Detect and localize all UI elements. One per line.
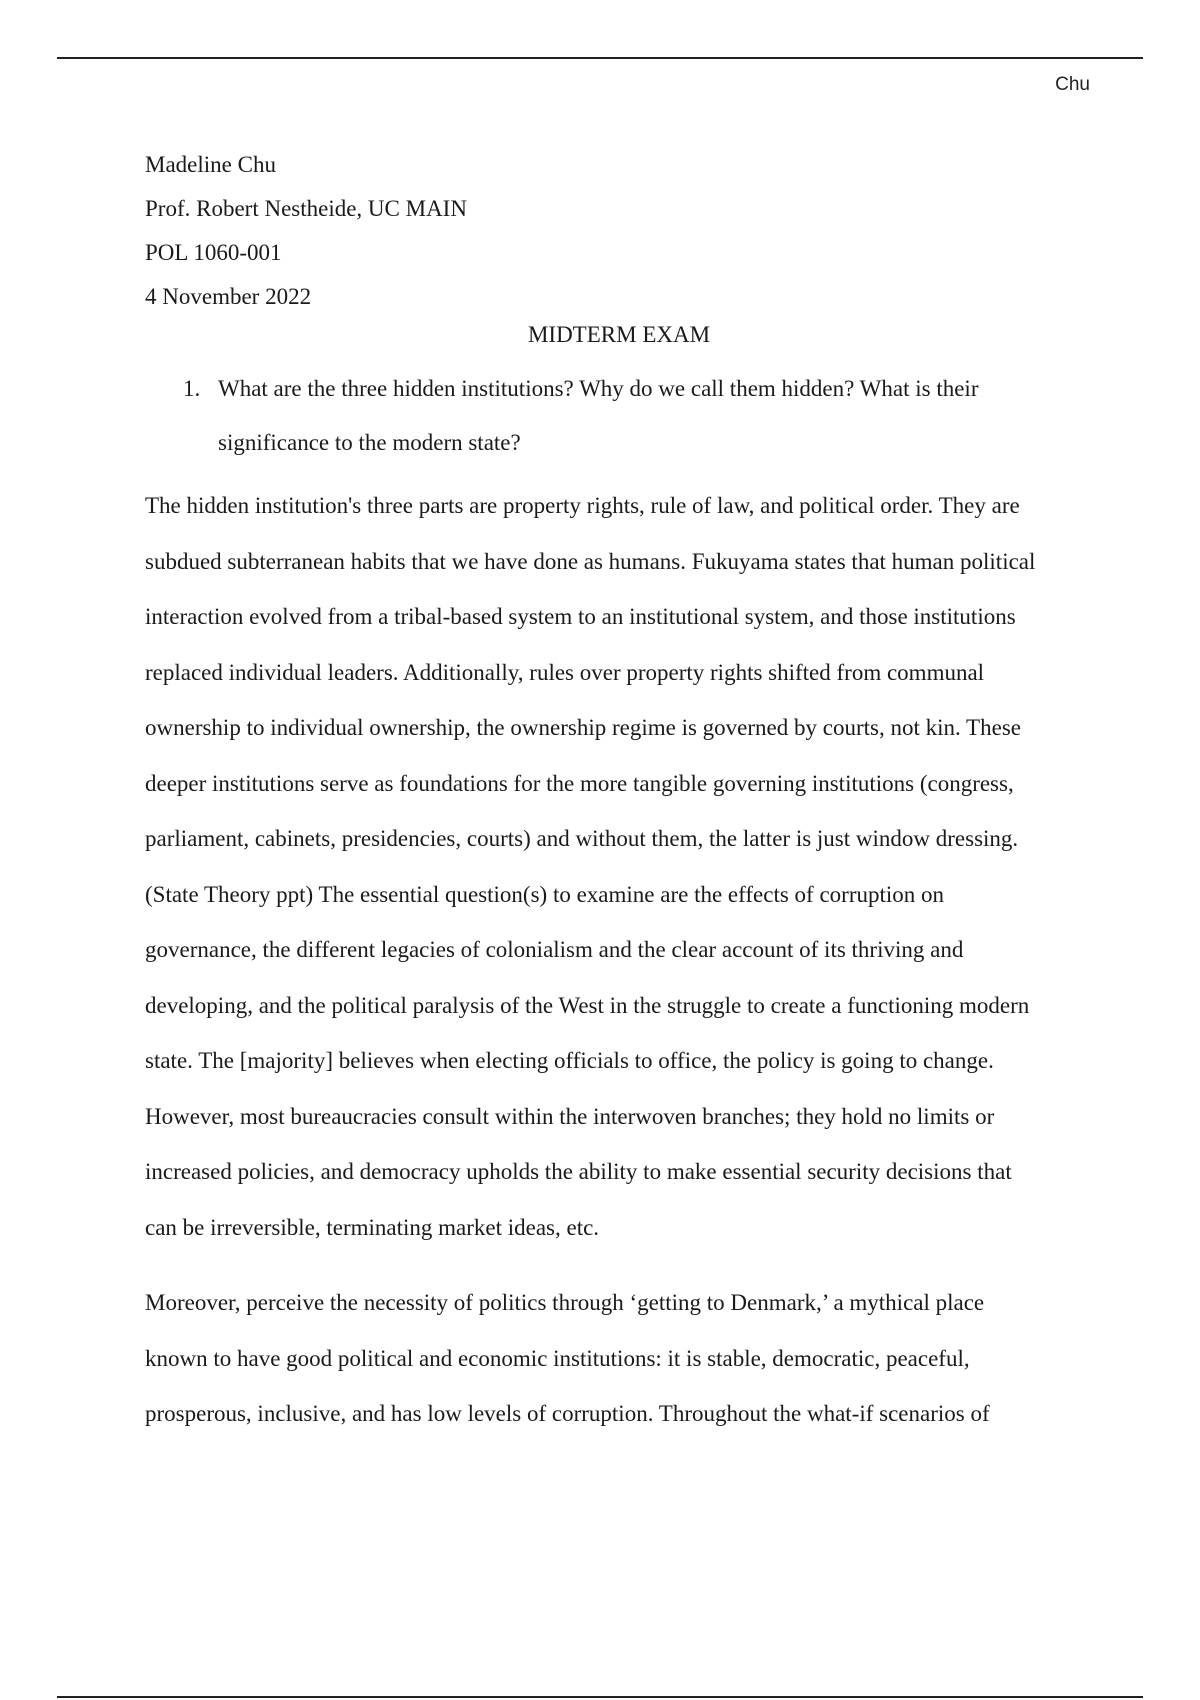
question-number: 1. [183, 376, 201, 401]
paragraph-line: replaced individual leaders. Additionally, rules over property rights shifted from communal [145, 659, 985, 685]
paragraph-line: ownership to individual ownership, the ownership regime is governed by courts, not kin. These [145, 715, 1021, 740]
student-name: Madeline Chu [145, 152, 276, 177]
paragraph-1 [145, 478, 1090, 1255]
paragraph-line: The hidden institution's three parts are property rights, rule of law, and political order. They are [145, 493, 1020, 518]
paragraph-line: parliament, cabinets, presidencies, courts) and without them, the latter is just window dressing. [145, 826, 1019, 851]
top-rule [57, 57, 1143, 59]
running-head: Chu [1055, 74, 1090, 95]
paragraph-line: increased policies, and democracy upholds the ability to make essential security decisions that [145, 1159, 1012, 1184]
professor-name: Prof. Robert Nestheide, UC MAIN [145, 196, 467, 221]
paragraph-2 [145, 1275, 1090, 1442]
course-code: POL 1060-001 [145, 240, 282, 265]
paragraph-line: interaction evolved from a tribal-based system to an institutional system, and those institutions [145, 604, 1016, 629]
paragraph-line: can be irreversible, terminating market ideas, etc. [145, 1214, 600, 1240]
date: 4 November 2022 [145, 284, 312, 309]
paragraph-line: prosperous, inclusive, and has low levels of corruption. Throughout the what-if scenarios of [145, 1401, 990, 1426]
page-title: MIDTERM EXAM [527, 322, 711, 347]
question-line: What are the three hidden institutions? Why do we call them hidden? What is their [218, 376, 979, 401]
paragraph-line: Moreover, perceive the necessity of politics through ‘getting to Denmark,’ a mythical place [145, 1290, 985, 1315]
paragraph-line: (State Theory ppt) The essential question(s) to examine are the effects of corruption on [145, 881, 945, 907]
paragraph-line: deeper institutions serve as foundations for the more tangible governing institutions (congress, [145, 770, 1014, 796]
paragraph-line: However, most bureaucracies consult within the interwoven branches; they hold no limits or [145, 1103, 995, 1129]
paragraph-line: developing, and the political paralysis of the West in the struggle to create a functioning modern [145, 992, 1030, 1018]
paragraph-line: governance, the different legacies of colonialism and the clear account of its thriving and [145, 937, 964, 962]
question-item [145, 362, 1045, 470]
paragraph-line: state. The [majority] believes when electing officials to office, the policy is going to change. [145, 1048, 994, 1073]
heading-block [145, 143, 467, 319]
bottom-rule [57, 1696, 1143, 1698]
question-text [218, 362, 1038, 470]
question-line: significance to the modern state? [218, 430, 521, 455]
paragraph-line: known to have good political and economic institutions: it is stable, democratic, peaceful, [145, 1345, 970, 1371]
paragraph-line: subdued subterranean habits that we have done as humans. Fukuyama states that human political [145, 548, 1036, 574]
